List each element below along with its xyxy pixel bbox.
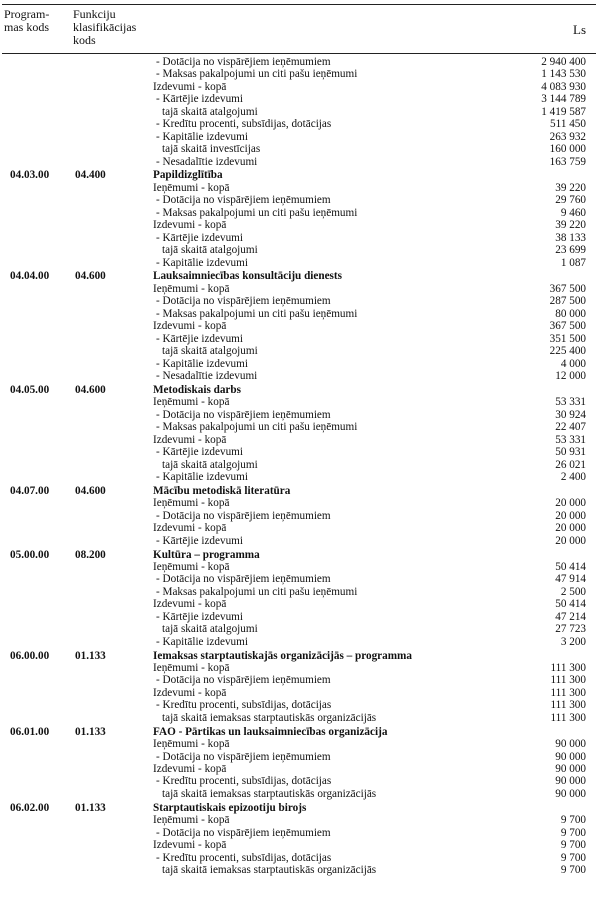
row-value: 50 414 [555, 561, 586, 573]
row-label: Izdevumi - kopā [153, 763, 227, 775]
row-value: 47 214 [555, 610, 586, 623]
section-title: Metodiskais darbs [153, 383, 241, 396]
row-label: - Kapitālie izdevumi [156, 357, 248, 370]
table-row [0, 510, 600, 522]
table-row [0, 143, 600, 155]
table-row [0, 864, 600, 876]
row-value: 263 932 [549, 130, 586, 143]
row-label: - Dotācija no vispārējiem ieņēmumiem [156, 826, 331, 839]
table-row [0, 68, 600, 80]
table-row [0, 839, 600, 851]
table-row [0, 775, 600, 787]
row-label: tajā skaitā atalgojumi [162, 345, 258, 358]
row-value: 47 914 [555, 573, 586, 586]
row-label: Ieņēmumi - kopā [153, 814, 230, 827]
row-value: 9 700 [560, 839, 586, 852]
row-value: 9 700 [560, 851, 586, 864]
row-value: 111 300 [550, 699, 586, 712]
row-label: - Kapitālie izdevumi [156, 470, 248, 483]
section-title: Kultūra – programma [153, 548, 260, 561]
row-value: 2 500 [560, 585, 586, 598]
table-row [0, 106, 600, 118]
function-code-header: Funkciju klasifikācijas kods [73, 7, 137, 47]
function-code: 08.200 [75, 548, 106, 561]
row-label: tajā skaitā atalgojumi [162, 623, 258, 636]
table-row [0, 459, 600, 471]
row-value: 23 699 [555, 244, 586, 257]
section-row [0, 802, 600, 814]
row-value: 53 331 [555, 433, 586, 446]
table-row [0, 674, 600, 686]
row-label: Ieņēmumi - kopā [153, 561, 230, 573]
row-label: Ieņēmumi - kopā [153, 662, 230, 674]
table-row [0, 699, 600, 711]
table-row [0, 623, 600, 635]
table-row [0, 751, 600, 763]
function-code: 04.600 [75, 383, 106, 396]
row-label: Izdevumi - kopā [153, 80, 227, 93]
row-label: - Kredītu procenti, subsīdijas, dotācijas [156, 699, 332, 712]
row-label: Izdevumi - kopā [153, 686, 227, 699]
row-label: Ieņēmumi - kopā [153, 282, 230, 295]
row-label: - Dotācija no vispārējiem ieņēmumiem [156, 194, 331, 207]
program-code: 04.05.00 [10, 383, 50, 396]
table-row [0, 788, 600, 800]
row-label: Izdevumi - kopā [153, 219, 227, 232]
row-value: 9 700 [560, 814, 586, 827]
row-label: - Maksas pakalpojumi un citi pašu ieņēmumi [156, 68, 358, 81]
row-label: - Maksas pakalpojumi un citi pašu ieņēmumi [156, 585, 358, 598]
table-row [0, 345, 600, 357]
row-label: tajā skaitā atalgojumi [162, 105, 258, 118]
row-value: 111 300 [550, 662, 586, 674]
table-row [0, 636, 600, 648]
table-row [0, 232, 600, 244]
row-label: - Maksas pakalpojumi un citi pašu ieņēmumi [156, 421, 358, 434]
program-code-header: Program- mas kods [4, 7, 50, 34]
table-row [0, 207, 600, 219]
row-value: 50 414 [555, 598, 586, 611]
table-row [0, 358, 600, 370]
row-value: 20 000 [555, 534, 586, 547]
row-label: Ieņēmumi - kopā [153, 497, 230, 510]
table-row [0, 471, 600, 483]
table-row [0, 81, 600, 93]
row-value: 22 407 [555, 421, 586, 434]
table-row [0, 687, 600, 699]
row-value: 4 000 [560, 357, 586, 370]
row-value: 351 500 [549, 332, 586, 345]
table-row [0, 320, 600, 332]
row-label: tajā skaitā iemaksas starptautiskās organizācijās [162, 787, 377, 800]
table-row [0, 611, 600, 623]
row-label: - Dotācija no vispārējiem ieņēmumiem [156, 573, 331, 586]
row-label: Izdevumi - kopā [153, 522, 227, 535]
row-label: - Kredītu procenti, subsīdijas, dotācijas [156, 851, 332, 864]
row-value: 2 400 [560, 470, 586, 483]
row-label: - Dotācija no vispārējiem ieņēmumiem [156, 674, 331, 687]
section-row [0, 485, 600, 497]
function-code: 01.133 [75, 725, 106, 738]
table-row [0, 421, 600, 433]
function-code: 04.600 [75, 270, 106, 283]
table-row [0, 586, 600, 598]
table-row [0, 219, 600, 231]
table-row [0, 295, 600, 307]
section-row [0, 549, 600, 561]
row-label: Ieņēmumi - kopā [153, 396, 230, 409]
row-value: 367 500 [549, 282, 586, 295]
row-label: - Kredītu procenti, subsīdijas, dotācijas [156, 775, 332, 788]
table-row [0, 598, 600, 610]
row-label: - Kapitālie izdevumi [156, 130, 248, 143]
table-row [0, 446, 600, 458]
row-value: 20 000 [555, 522, 586, 535]
row-value: 287 500 [549, 295, 586, 308]
row-value: 20 000 [555, 509, 586, 522]
table-row [0, 118, 600, 130]
table-row [0, 308, 600, 320]
row-value: 511 450 [550, 118, 586, 131]
row-label: tajā skaitā iemaksas starptautiskās organizācijās [162, 864, 377, 876]
row-value: 163 759 [549, 155, 586, 168]
row-label: tajā skaitā atalgojumi [162, 244, 258, 257]
section-row [0, 270, 600, 282]
row-value: 3 200 [560, 635, 586, 648]
row-value: 27 723 [555, 623, 586, 636]
row-value: 90 000 [555, 750, 586, 763]
function-code: 01.133 [75, 801, 106, 814]
table-row [0, 712, 600, 724]
row-value: 9 700 [560, 826, 586, 839]
row-label: - Nesadalītie izdevumi [156, 369, 258, 382]
program-code: 06.02.00 [10, 801, 50, 814]
row-label: - Kārtējie izdevumi [156, 332, 243, 345]
section-row [0, 726, 600, 738]
section-title: Papildizglītība [153, 169, 223, 182]
table-row [0, 283, 600, 295]
table-row [0, 763, 600, 775]
row-label: Ieņēmumi - kopā [153, 738, 230, 751]
row-value: 1 087 [560, 256, 586, 269]
row-value: 53 331 [555, 396, 586, 409]
row-value: 3 144 789 [541, 93, 586, 106]
row-label: - Nesadalītie izdevumi [156, 155, 258, 168]
table-row [0, 522, 600, 534]
row-label: - Kapitālie izdevumi [156, 635, 248, 648]
row-label: - Dotācija no vispārējiem ieņēmumiem [156, 750, 331, 763]
row-value: 80 000 [555, 307, 586, 320]
program-code: 04.04.00 [10, 270, 50, 283]
program-code: 04.07.00 [10, 484, 50, 497]
table-row [0, 409, 600, 421]
row-value: 39 220 [555, 219, 586, 232]
row-label: - Kārtējie izdevumi [156, 534, 243, 547]
row-label: - Maksas pakalpojumi un citi pašu ieņēmumi [156, 307, 358, 320]
row-label: - Kārtējie izdevumi [156, 93, 243, 106]
row-label: tajā skaitā iemaksas starptautiskās organizācijās [162, 711, 377, 724]
row-label: - Maksas pakalpojumi un citi pašu ieņēmumi [156, 206, 358, 219]
row-value: 20 000 [555, 497, 586, 510]
table-row [0, 827, 600, 839]
table-row [0, 156, 600, 168]
table-row [0, 662, 600, 674]
section-row [0, 650, 600, 662]
program-code: 04.03.00 [10, 169, 50, 182]
section-title: FAO - Pārtikas un lauksaimniecības organizācija [153, 725, 388, 738]
table-row [0, 573, 600, 585]
section-title: Iemaksas starptautiskajās organizācijās – programma [153, 649, 412, 662]
row-value: 225 400 [549, 345, 586, 358]
row-label: - Kārtējie izdevumi [156, 446, 243, 459]
program-code: 05.00.00 [10, 548, 50, 561]
table-row [0, 814, 600, 826]
row-label: tajā skaitā atalgojumi [162, 458, 258, 471]
program-code: 06.00.00 [10, 649, 50, 662]
table-row [0, 396, 600, 408]
currency-header: Ls [573, 22, 586, 37]
table-row [0, 370, 600, 382]
row-value: 2 940 400 [541, 56, 586, 68]
row-value: 1 143 530 [541, 68, 586, 81]
table-row [0, 738, 600, 750]
row-value: 50 931 [555, 446, 586, 459]
row-label: - Kārtējie izdevumi [156, 231, 243, 244]
row-value: 4 083 930 [541, 80, 586, 93]
row-value: 90 000 [555, 787, 586, 800]
function-code: 04.400 [75, 169, 106, 182]
row-label: Ieņēmumi - kopā [153, 181, 230, 194]
table-row [0, 333, 600, 345]
function-code: 01.133 [75, 649, 106, 662]
row-value: 90 000 [555, 775, 586, 788]
table-row [0, 56, 600, 68]
row-value: 111 300 [550, 686, 586, 699]
row-value: 90 000 [555, 738, 586, 751]
row-value: 39 220 [555, 181, 586, 194]
row-value: 29 760 [555, 194, 586, 207]
row-label: Izdevumi - kopā [153, 320, 227, 333]
section-title: Starptautiskais epizootiju birojs [153, 801, 307, 814]
table-row [0, 244, 600, 256]
row-value: 30 924 [555, 408, 586, 421]
row-value: 90 000 [555, 763, 586, 775]
row-value: 38 133 [555, 231, 586, 244]
table-row [0, 182, 600, 194]
function-code: 04.600 [75, 484, 106, 497]
table-header [0, 0, 600, 56]
row-label: - Dotācija no vispārējiem ieņēmumiem [156, 56, 331, 68]
table-row [0, 561, 600, 573]
row-label: tajā skaitā investīcijas [162, 143, 261, 156]
program-code: 06.01.00 [10, 725, 50, 738]
header-top-rule [2, 4, 596, 5]
header-bottom-rule [2, 53, 596, 54]
row-label: Izdevumi - kopā [153, 598, 227, 611]
row-label: - Kredītu procenti, subsīdijas, dotācijas [156, 118, 332, 131]
table-row [0, 194, 600, 206]
row-label: Izdevumi - kopā [153, 433, 227, 446]
row-value: 111 300 [550, 674, 586, 687]
row-label: - Dotācija no vispārējiem ieņēmumiem [156, 295, 331, 308]
section-row [0, 384, 600, 396]
table-row [0, 434, 600, 446]
row-label: Izdevumi - kopā [153, 839, 227, 852]
table-row [0, 93, 600, 105]
row-value: 26 021 [555, 458, 586, 471]
row-label: - Dotācija no vispārējiem ieņēmumiem [156, 509, 331, 522]
table-row [0, 257, 600, 269]
table-row [0, 497, 600, 509]
row-value: 9 460 [560, 206, 586, 219]
table-row [0, 852, 600, 864]
row-value: 12 000 [555, 369, 586, 382]
section-title: Lauksaimniecības konsultāciju dienests [153, 270, 342, 283]
row-value: 1 419 587 [541, 105, 586, 118]
row-value: 111 300 [550, 711, 586, 724]
budget-table-body [0, 56, 600, 876]
row-label: - Dotācija no vispārējiem ieņēmumiem [156, 408, 331, 421]
row-value: 160 000 [549, 143, 586, 156]
row-value: 367 500 [549, 320, 586, 333]
table-row [0, 535, 600, 547]
section-title: Mācību metodiskā literatūra [153, 484, 291, 497]
section-row [0, 169, 600, 181]
row-value: 9 700 [560, 864, 586, 876]
row-label: - Kārtējie izdevumi [156, 610, 243, 623]
row-label: - Kapitālie izdevumi [156, 256, 248, 269]
table-row [0, 131, 600, 143]
